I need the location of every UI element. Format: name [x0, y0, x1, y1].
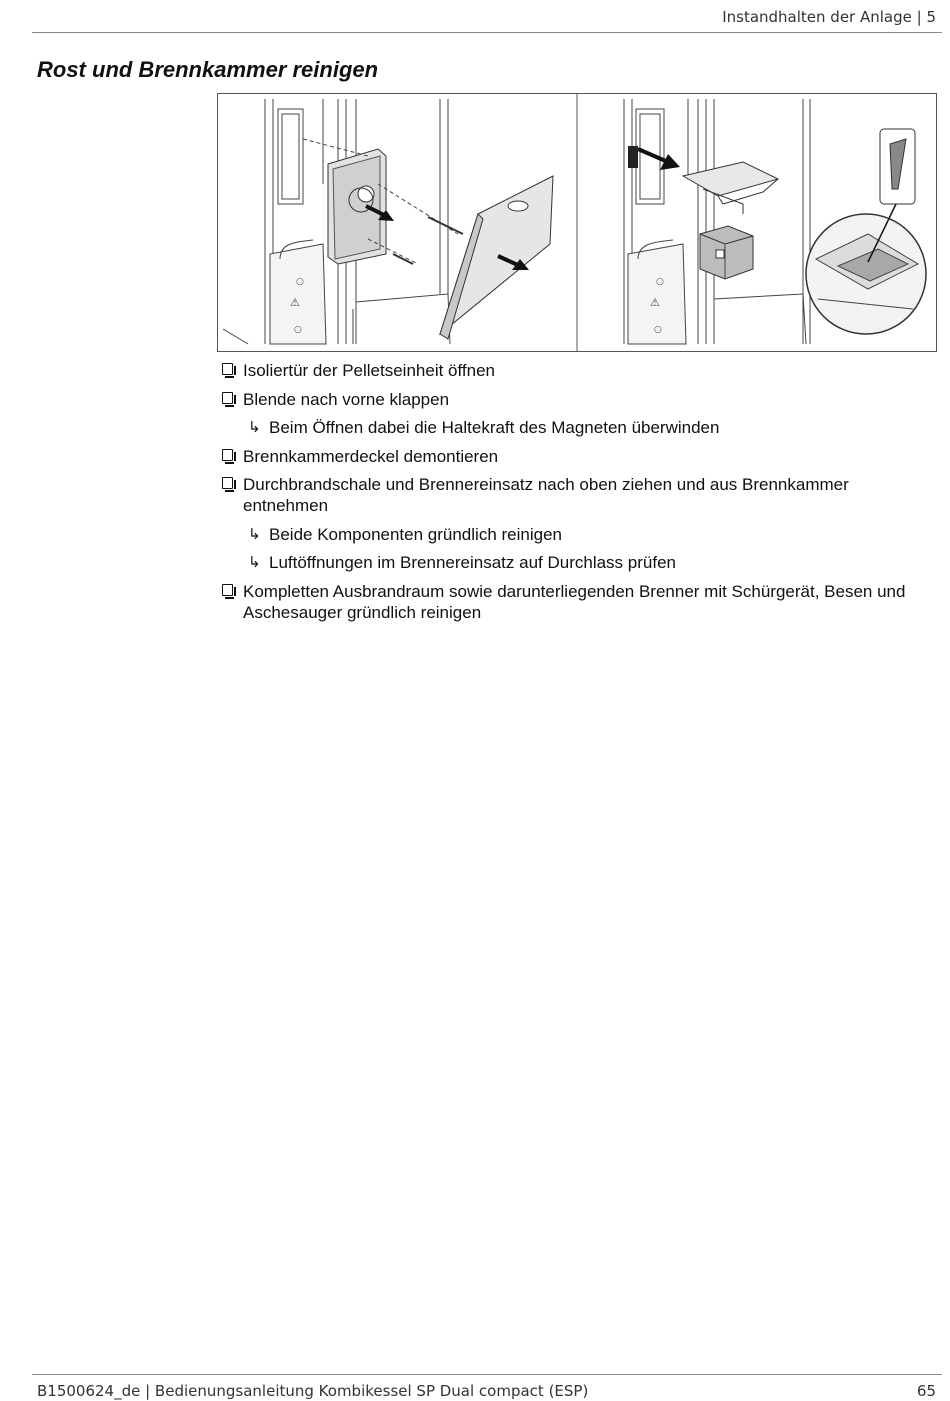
result-text: Beide Komponenten gründlich reinigen [269, 524, 562, 544]
svg-text:○: ○ [294, 325, 302, 335]
footer-page-number: 65 [916, 1382, 936, 1400]
instruction-step [222, 389, 922, 410]
checkbox-icon [222, 449, 233, 461]
checkbox-icon [222, 363, 233, 375]
checkbox-icon [222, 477, 233, 489]
svg-text:○: ○ [656, 277, 664, 287]
instruction-step [222, 360, 922, 381]
svg-text:⚠: ⚠ [290, 296, 300, 309]
remove-cover-illustration [223, 99, 553, 344]
header-section: Instandhalten der Anlage | 5 [722, 8, 936, 26]
instruction-step [222, 446, 922, 467]
instruction-step [222, 581, 922, 623]
checkbox-icon [222, 392, 233, 404]
result-text: Luftöffnungen im Brennereinsatz auf Durchlass prüfen [269, 553, 676, 572]
result-arrow-icon: ↳ [248, 524, 261, 543]
step-text: Kompletten Ausbrandraum sowie darunterliegenden Brenner mit Schürgerät, Besen und Aschesauger gründlich reinigen [243, 581, 906, 622]
step-text: Durchbrandschale und Brennereinsatz nach oben ziehen und aus Brennkammer entnehmen [243, 475, 849, 515]
instruction-result [222, 524, 922, 545]
footer-document-title: B1500624_de | Bedienungsanleitung Kombikessel SP Dual compact (ESP) [37, 1382, 589, 1400]
svg-text:○: ○ [296, 277, 304, 287]
illustration-figure [217, 93, 937, 352]
instruction-result [222, 552, 922, 573]
instruction-result [222, 417, 922, 438]
result-arrow-icon: ↳ [248, 553, 261, 571]
instruction-step [222, 474, 922, 516]
header-divider [32, 32, 942, 33]
page-header [0, 0, 950, 33]
footer-divider [32, 1374, 942, 1375]
svg-text:○: ○ [654, 325, 662, 335]
step-text: Brennkammerdeckel demontieren [243, 446, 499, 466]
instruction-list [222, 360, 922, 630]
step-text: Isoliertür der Pelletseinheit öffnen [243, 361, 496, 380]
svg-text:⚠: ⚠ [650, 296, 660, 309]
step-text: Blende nach vorne klappen [243, 389, 450, 409]
result-text: Beim Öffnen dabei die Haltekraft des Magneten überwinden [269, 418, 720, 437]
result-arrow-icon: ↳ [248, 418, 261, 436]
remove-burner-insert-illustration [624, 99, 926, 344]
section-title: Rost und Brennkammer reinigen [37, 57, 379, 82]
checkbox-icon [222, 584, 233, 596]
